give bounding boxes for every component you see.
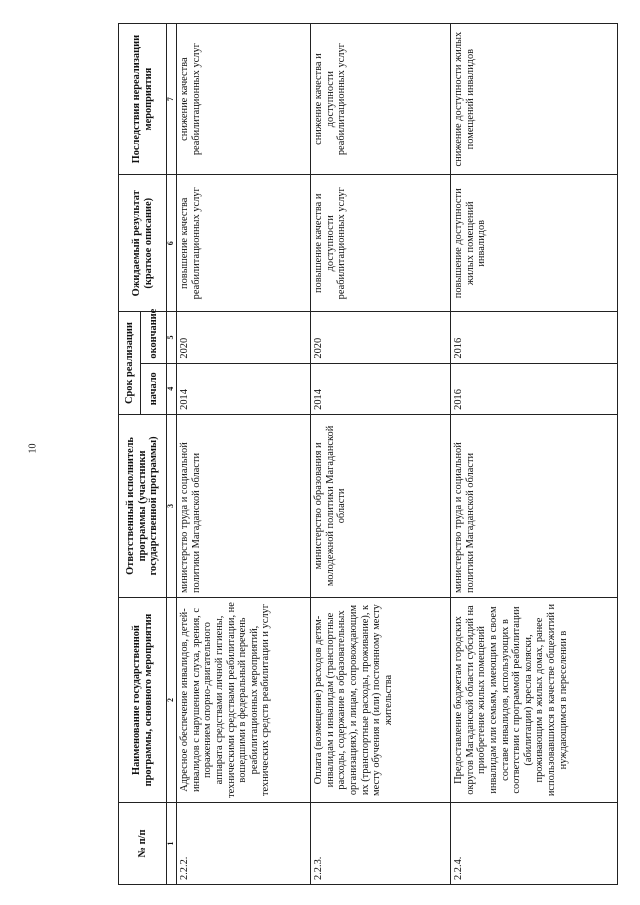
row-result: повышение качества реабилитационных услуг <box>177 175 311 312</box>
row-exec: министерство образования и молодежной политики Магаданской области <box>311 414 451 597</box>
header-term: Срок реализации <box>119 312 141 415</box>
row-exec: министерство труда и социальной политики Магаданской области <box>451 414 618 597</box>
row-exec: министерство труда и социальной политики Магаданской области <box>177 414 311 597</box>
row-end: 2020 <box>177 312 311 363</box>
row-result: повышение качества и доступности реабилитационных услуг <box>311 175 451 312</box>
header-start: начало <box>141 363 167 414</box>
row-result: повышение доступности жилых помещений инвалидов <box>451 175 618 312</box>
table-row <box>311 24 451 885</box>
header-consequences: Последствия нереализации мероприятия <box>119 24 167 175</box>
row-end: 2020 <box>311 312 451 363</box>
col-index: 6 <box>167 175 177 312</box>
row-name: Адресное обеспечение инвалидов, детей-инвалидов с нарушением слуха, зрения, с поражением опорно-двигательного аппарата средствами личной гигиены, техническими средствами реабилитации, не вошедшими в федеральный перечень реабилитационных мероприятий, технических средств реабилитации и услуг <box>177 598 311 803</box>
col-index: 3 <box>167 414 177 597</box>
row-end: 2016 <box>451 312 618 363</box>
row-num: 2.2.3. <box>311 803 451 885</box>
table-row <box>451 24 618 885</box>
program-measures-table <box>118 23 618 885</box>
row-name: Предоставление бюджетам городских округов Магаданской области субсидий на приобретение жилых помещений инвалидам или семьям, имеющим в своем составе инвалидов, использующих в соответствии с программой реабилитации (абилитации) кресла коляски, проживающим в жилых домах, ранее использовавшихся в качестве общежитий и нуждающимся в переселении в <box>451 598 618 803</box>
row-start: 2016 <box>451 363 618 414</box>
header-exec: Ответственный исполнитель программы (участники государственной программы) <box>119 414 167 597</box>
rotated-table-container <box>118 23 618 885</box>
header-end: окончание <box>141 312 167 363</box>
header-result: Ожидаемый результат (краткое описание) <box>119 175 167 312</box>
col-index: 2 <box>167 598 177 803</box>
header-name: Наименование государственной программы, основного мероприятия <box>119 598 167 803</box>
col-index: 4 <box>167 363 177 414</box>
row-num: 2.2.2. <box>177 803 311 885</box>
row-num: 2.2.4. <box>451 803 618 885</box>
page-number: 10 <box>27 443 39 454</box>
row-consequences: снижение качества и доступности реабилитационных услуг <box>311 24 451 175</box>
header-num: № п/п <box>119 803 167 885</box>
col-index: 5 <box>167 312 177 363</box>
col-index: 7 <box>167 24 177 175</box>
column-index-row <box>167 24 177 885</box>
table-row <box>177 24 311 885</box>
row-consequences: снижение доступности жилых помещений инвалидов <box>451 24 618 175</box>
row-start: 2014 <box>311 363 451 414</box>
row-consequences: снижение качества реабилитационных услуг <box>177 24 311 175</box>
col-index: 1 <box>167 803 177 885</box>
row-name: Оплата (возмещение) расходов детям-инвалидам и инвалидам (транспортные расходы, содержание в образовательных организациях), и лицам, сопровождающим их (транспортные расходы, проживание), к месту обучения и (или) постоянному месту жительства <box>311 598 451 803</box>
row-start: 2014 <box>177 363 311 414</box>
